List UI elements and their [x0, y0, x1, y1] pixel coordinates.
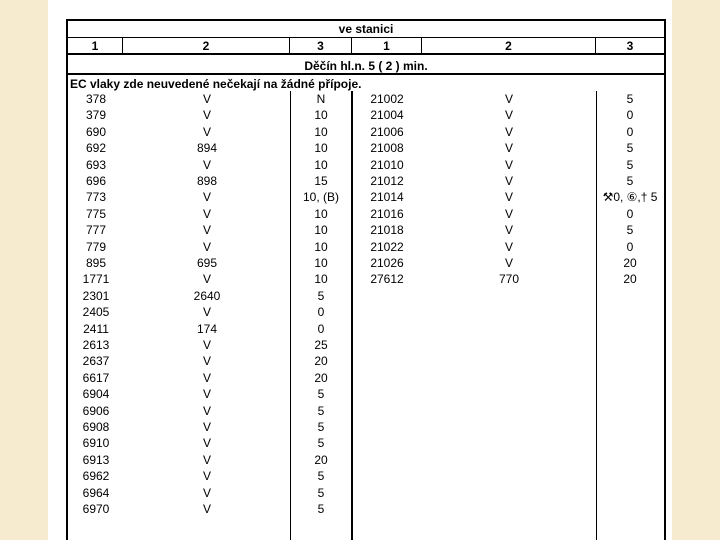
wait-time-cell: 10 — [314, 256, 328, 270]
wait-time-cell: 5 — [317, 485, 325, 500]
column-header-3: 3 — [290, 38, 352, 55]
connection-cell: V — [504, 157, 513, 172]
train-number-cell: 21008 — [370, 141, 404, 156]
wait-time-cell: 5 — [317, 469, 325, 484]
connection-cell: V — [202, 239, 211, 254]
connection-cell: V — [202, 452, 211, 467]
column-header-1: 1 — [68, 38, 123, 55]
wait-time-cell: 15 — [314, 174, 328, 188]
train-number-cell: 6906 — [82, 403, 110, 418]
train-number-cell: 378 — [85, 92, 107, 106]
wait-time-cell: 20 — [314, 452, 328, 467]
connection-cell: V — [202, 108, 211, 123]
wait-time-cell: 0 — [626, 108, 634, 123]
connection-cell: V — [504, 239, 513, 254]
train-number-cell: 21026 — [370, 256, 404, 270]
connection-cell: V — [202, 469, 211, 484]
connection-cell: V — [202, 223, 211, 238]
connection-cell: 770 — [498, 272, 520, 287]
wait-time-cell: 5 — [317, 420, 325, 434]
wait-time-cell: 0 — [317, 321, 325, 336]
train-number-cell: 895 — [85, 256, 107, 270]
wait-time-cell: 5 — [626, 223, 634, 238]
train-number-cell: 21006 — [370, 124, 404, 139]
wait-time-cell: 5 — [626, 174, 634, 188]
connection-cell: V — [202, 502, 211, 516]
connection-cell: V — [202, 485, 211, 500]
train-number-cell: 2301 — [82, 288, 110, 303]
wait-time-cell: 0 — [317, 305, 325, 320]
wait-time-cell: 0 — [626, 239, 634, 254]
wait-time-cell: 5 — [626, 141, 634, 156]
connection-cell: V — [202, 124, 211, 139]
wait-time-cell: 5 — [317, 403, 325, 418]
wait-time-cell: 5 — [317, 288, 325, 303]
connection-cell: 2640 — [193, 288, 221, 303]
train-number-cell: 2411 — [83, 321, 109, 336]
train-number-cell: 6617 — [82, 370, 110, 385]
connection-cell: V — [202, 370, 211, 385]
wait-time-cell: 5 — [317, 387, 325, 402]
wait-time-cell: 0 — [626, 206, 634, 221]
train-number-cell: 6908 — [82, 420, 110, 434]
connection-cell: V — [504, 141, 513, 156]
wait-time-cell: 0 — [626, 124, 634, 139]
column-header-row — [68, 38, 664, 55]
wait-time-cell: 20 — [623, 272, 637, 287]
train-number-cell: 775 — [85, 206, 107, 221]
train-number-cell: 21002 — [370, 92, 404, 106]
table-title: ve stanici — [68, 21, 664, 38]
train-number-cell: 21022 — [370, 239, 404, 254]
connection-cell: V — [504, 92, 513, 106]
train-number-cell: 696 — [85, 174, 107, 188]
connection-cell: V — [202, 338, 211, 352]
train-number-cell: 1771 — [82, 272, 110, 287]
connection-cell: V — [504, 190, 513, 205]
connection-cell: V — [504, 174, 513, 188]
train-number-cell: 6910 — [82, 436, 110, 451]
train-number-cell: 21014 — [370, 190, 404, 205]
connection-cell: 174 — [196, 321, 218, 336]
train-number-cell: 773 — [85, 190, 107, 205]
train-number-cell: 692 — [85, 141, 107, 156]
wait-time-cell: 20 — [623, 256, 637, 270]
column-header-6: 3 — [626, 39, 634, 53]
wait-time-cell: 10 — [314, 124, 328, 139]
column-header-5: 2 — [422, 38, 596, 55]
wait-time-cell: 10, (B) — [302, 190, 339, 205]
wait-time-cell: 10 — [314, 272, 328, 287]
wait-time-cell: 5 — [317, 436, 325, 451]
train-number-cell: 2405 — [82, 305, 110, 320]
train-number-cell: 6904 — [82, 387, 110, 402]
train-number-cell: 21016 — [370, 206, 404, 221]
connection-cell: V — [504, 223, 513, 238]
wait-time-cell: N — [316, 92, 326, 106]
wait-time-cell: ⚒0, ⑥,† 5 — [602, 190, 658, 205]
train-number-cell: 6970 — [82, 502, 110, 516]
connection-cell: V — [202, 272, 211, 287]
table-note: EC vlaky zde neuvedené nečekají na žádné přípoje. — [70, 77, 362, 91]
train-number-cell: 21012 — [370, 174, 404, 188]
connection-cell: 695 — [196, 256, 218, 270]
wait-time-cell: 10 — [314, 108, 328, 123]
wait-time-cell: 5 — [626, 157, 634, 172]
train-number-cell: 693 — [85, 157, 107, 172]
connection-cell: V — [504, 206, 513, 221]
train-number-cell: 21004 — [370, 108, 404, 123]
column-header-2: 2 — [123, 38, 290, 55]
wait-time-cell: 10 — [314, 206, 328, 221]
connection-cell: V — [504, 124, 513, 139]
wait-time-cell: 10 — [314, 141, 328, 156]
train-number-cell: 21018 — [370, 223, 404, 238]
wait-time-cell: 10 — [314, 223, 328, 238]
connection-cell: V — [202, 403, 211, 418]
train-number-cell: 379 — [85, 108, 107, 123]
train-number-cell: 2613 — [82, 338, 110, 352]
connection-cell: V — [202, 206, 211, 221]
wait-time-cell: 20 — [314, 370, 328, 385]
connection-cell: 894 — [196, 141, 218, 156]
train-number-cell: 6962 — [82, 469, 110, 484]
connection-cell: V — [202, 190, 211, 205]
wait-time-cell: 25 — [314, 338, 328, 352]
wait-time-cell: 5 — [317, 502, 325, 516]
train-number-cell: 6913 — [82, 452, 110, 467]
connection-cell: V — [202, 354, 211, 369]
connection-cell: V — [504, 256, 513, 270]
connection-cell: V — [202, 305, 211, 320]
connection-cell: 898 — [196, 174, 218, 188]
station-subtitle: Děčín hl.n. 5 ( 2 ) min. — [68, 57, 664, 75]
train-number-cell: 779 — [85, 239, 107, 254]
train-number-cell: 2637 — [82, 354, 110, 369]
connection-cell: V — [202, 436, 211, 451]
wait-time-cell: 10 — [314, 157, 328, 172]
train-number-cell: 690 — [85, 124, 107, 139]
train-number-cell: 6964 — [82, 485, 110, 500]
train-number-cell: 777 — [85, 223, 107, 238]
connection-cell: V — [202, 420, 211, 434]
wait-time-cell: 20 — [314, 354, 328, 369]
connection-cell: V — [202, 92, 211, 106]
wait-time-cell: 5 — [626, 92, 634, 106]
connection-cell: V — [202, 387, 211, 402]
connection-cell: V — [504, 108, 513, 123]
connection-cell: V — [202, 157, 211, 172]
wait-time-cell: 10 — [314, 239, 328, 254]
train-number-cell: 27612 — [370, 272, 404, 287]
connection-table — [66, 19, 666, 540]
column-header-4: 1 — [352, 38, 422, 55]
train-number-cell: 21010 — [370, 157, 404, 172]
